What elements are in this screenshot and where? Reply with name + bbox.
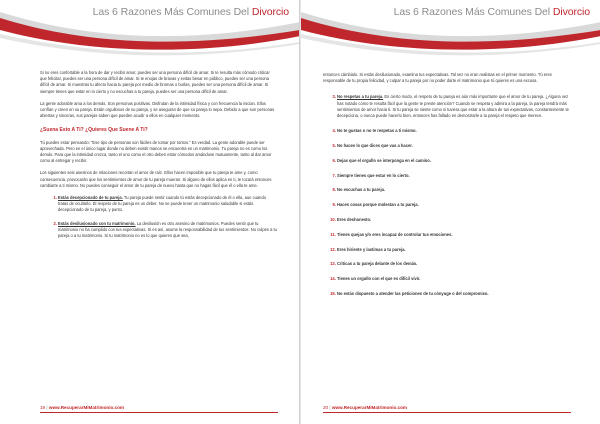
title-prefix: Las 6 Razones Más Comunes Del [393, 6, 551, 18]
page-footer: 19 | www.RecuperarMiMatrimonio.com [40, 405, 125, 410]
list-item: 8. No escuchas a tu pareja. [337, 187, 570, 193]
list-item-text: La desilusión es otro asesino de matrimonios. Puedes sentir que tu matrimonio no ha cumplido con tus expectativas. Si es así, asume la responsabilidad de tus sentimientos. No culpes a tu pareja o a tu matrimonio. Si tu matrimonio no es lo que quieres que sea, [58, 220, 277, 239]
list-item: 10. Eres deshonesto. [337, 217, 570, 223]
page-title [394, 6, 590, 18]
list-item-lead: Estás desilusionado con tu matrimonio. [58, 220, 136, 226]
list-item: 5. No haces lo que dices que vas a hacer. [337, 143, 570, 149]
footer-site-link[interactable]: www.RecuperarMiMatrimonio.com [331, 405, 408, 410]
list-item [58, 221, 277, 240]
list-item [58, 195, 277, 214]
list-item-text: En cierto modo, el respeto de tu pareja es aún más importante que el amor de tu pareja. ¿Alguna vez has notado cómo te resulta fácil que la gente te preste atención? Cuando se respeta y admira a la pareja, la pareja tendrá más sentimientos de amor hacia ti. Si tu pareja se siente como si tuviera que estar a la altura de tus expectativas, constantemente te decepciona, o nunca puede hacerlo bien, entonces has fallado en demostrarle a tu pareja el respeto que merece. [337, 94, 569, 119]
footer-site-link[interactable]: www.RecuperarMiMatrimonio.com [48, 405, 125, 410]
killer-list [323, 94, 570, 297]
killer-list [46, 195, 277, 239]
footer-divider [40, 412, 278, 413]
list-item: 14. Tienes un orgullo con el que es difícil vivir. [337, 276, 570, 282]
footer-divider [323, 412, 571, 413]
list-item [337, 94, 570, 119]
paragraph: La gente adorable ama a los demás. Son personas positivas. Disfrutan de la intimidad física y con frecuencia la inician. Ellos confían y creen en su pareja. Están orgullosos de su pareja, y se aseguran de que su pareja lo sepa. Debido a que son personas abiertas y sinceras, sus parejas saben que pueden acudir a ellos en cualquier momento. [40, 100, 275, 119]
section-heading: ¿Suena Esto A Ti? ¿Quieres Que Suene A Ti? [40, 127, 148, 134]
page-number: 19 [40, 405, 46, 410]
title-prefix: Las 6 Razones Más Comunes Del [92, 6, 250, 18]
paragraph: Si no eres confortable a la hora de dar y recibir amor, puedes ser una persona difícil de amar. Si te resulta más cómodo criticar que felicitar, puedes ser una persona difícil de amar. Si te enojas de bravas y evitas besar en público, puedes ser una persona difícil de amar. Si muestras tu afecto hacia tu pareja por medio de bromas o burlas, puedes ser una persona difícil de amar. Si siempre tienes que estar en lo cierto y no escuchas a tu pareja, puedes ser una persona difícil de amar. [40, 70, 270, 94]
paragraph: Tú puedes estar pensando: "Ese tipo de personas son fáciles de tomar por tontos." Es verdad. La gente adorable puede ser aprovechada. Pero en el único lugar donde no deben existir manos se encuentra en un matrimonio. Tu pareja no es como los demás. Para que la intimidad crezca, tanto el uno como el otro deben estar cómodos amándose mutuamente, tanto al dar amor como al entregar y recibir. [40, 139, 272, 164]
list-item: 12. Eres hiriente y lastimas a tu pareja. [337, 247, 570, 253]
list-item: 4. No te gustas o no te respetas a ti mismo. [337, 128, 570, 134]
list-item-lead: No respetas a tu pareja. [337, 94, 384, 100]
title-highlight: Divorcio [552, 6, 590, 18]
list-item: 6. Dejas que el orgullo se interponga en el camino. [337, 158, 570, 164]
list-item: 9. Haces cosas porque molestan a tu pareja. [337, 202, 570, 208]
list-item: 7. Siempre tienes que estar en lo cierto. [337, 173, 570, 179]
right-page [300, 0, 600, 424]
paragraph: Los siguientes seis asesinos de relaciones recortan el amor de raíz. Ellos hacen imposible que tu pareja te ame y, como consecuencia, provocarán que los sentimientos de amor de tu pareja mueran. Si alguno de ellos aplica en ti, te tocará entonces cambiarte a ti mismo. No puedes conseguir el amor de tu pareja de nuevo hasta que no hagas fácil que él o ella te ame. [40, 170, 272, 188]
page-title [93, 6, 289, 18]
paragraph: entonces cámbialo. Si estás desilusionado, examina tus expectativas. Tal vez no eran realistas en el primer momento. Tú eres responsable de tu propia felicidad, y culpar a tu pareja por no poder darte el matrimonio que tú quieres es una excusa. [323, 72, 552, 84]
title-highlight: Divorcio [251, 6, 289, 18]
list-item: 11. Tienes quejas y/o eres incapaz de controlar tus emociones. [337, 232, 570, 238]
right-content [323, 72, 570, 306]
left-content [40, 70, 277, 246]
list-item-text: Tu pareja puede sentir cuando tú estás decepcionado de él o ella, aun cuando tratas de ocultarlo. El respeto de tu pareja es un deber. No se puede tener un matrimonio saludable si estás decepcionado de tu pareja, y punto. [58, 195, 267, 213]
list-item: 15. No estás dispuesto a atender las peticiones de tu cónyuge o del compromiso. [337, 291, 570, 297]
page-footer: 20 | www.RecuperarMiMatrimonio.com [323, 405, 408, 410]
list-item: 13. Criticas a tu pareja delante de los demás. [337, 261, 570, 267]
list-item-lead: Estás decepcionado de tu pareja. [58, 195, 123, 201]
page-number: 20 [323, 405, 329, 410]
